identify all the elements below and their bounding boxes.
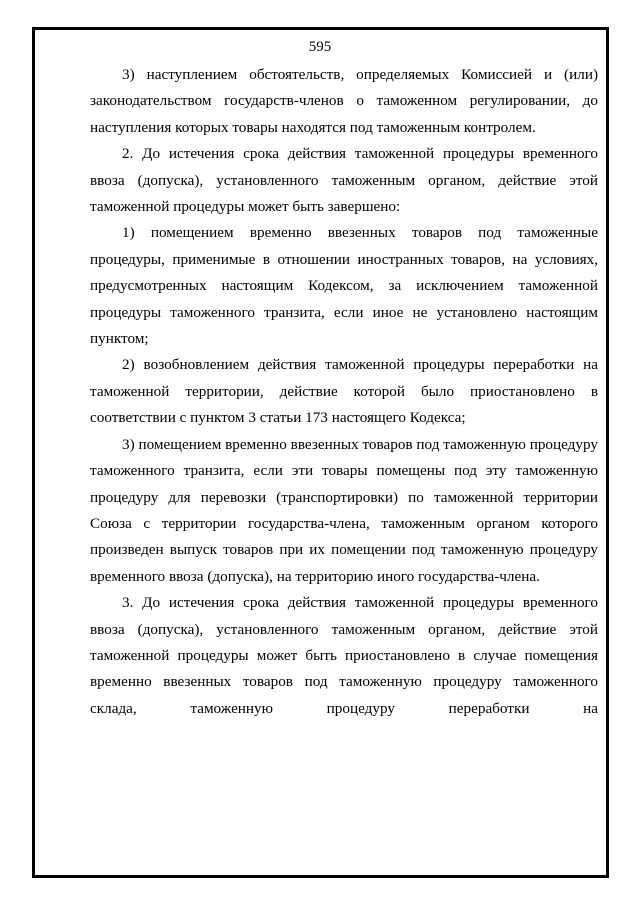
paragraph-subitem-1-placement: 1) помещением временно ввезенных товаров под таможенные процедуры, применимые в отношении иностранных товаров, на условиях, предусмотренных настоящим Кодексом, за исключением таможенной процедуры таможенного транзита, если иное не установлено настоящим пунктом; (90, 224, 598, 348)
document-body (90, 62, 598, 722)
paragraph-point-3-suspension: 3. До истечения срока действия таможенной процедуры временного ввоза (допуска), установленного таможенным органом, действие этой таможенной процедуры может быть приостановлено в случае помещения временно ввезенных товаров под таможенную процедуру таможенного склада, таможенную процедуру переработки на (90, 594, 598, 717)
paragraph-point-2-completion: 2. До истечения срока действия таможенной процедуры временного ввоза (допуска), установленного таможенным органом, действие этой таможенной процедуры может быть завершено: (90, 145, 598, 216)
paragraph-subitem-2-resumption: 2) возобновлением действия таможенной процедуры переработки на таможенной территории, действие которой было приостановлено в соответствии с пунктом 3 статьи 173 настоящего Кодекса; (90, 356, 598, 427)
paragraph-item-3-circumstances: 3) наступлением обстоятельств, определяемых Комиссией и (или) законодательством государств-членов о таможенном регулировании, до наступления которых товары находятся под таможенным контролем. (90, 66, 598, 136)
paragraph-subitem-3-transit: 3) помещением временно ввезенных товаров под таможенную процедуру таможенного транзита, если эти товары помещены под эту таможенную процедуру для перевозки (транспортировки) по таможенной территории Союза с территории государства-члена, таможенным органом которого произведен выпуск товаров при их помещении под таможенную процедуру временного ввоза (допуска), на территорию иного государства-члена. (90, 435, 598, 585)
page-number: 595 (308, 39, 332, 55)
